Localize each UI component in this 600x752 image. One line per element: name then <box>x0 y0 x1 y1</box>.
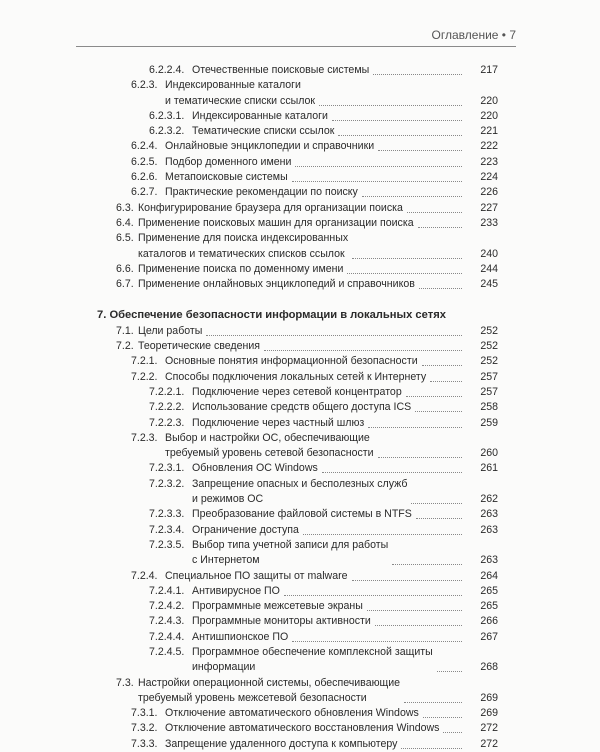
toc-entry <box>0 477 600 508</box>
toc-entry-line: Специальное ПО защиты от malware <box>165 569 348 582</box>
toc-entry-line: и тематические списки ссылок <box>165 94 316 107</box>
toc-entry-title <box>165 370 426 385</box>
toc-entry <box>0 461 600 476</box>
toc-entry-title <box>138 216 414 231</box>
toc-entry-number: 7.2.1. <box>131 355 158 368</box>
toc-entry-line: Отечественные поисковые системы <box>192 64 370 76</box>
toc-entry-line: Настройки операционной системы, обеспечивающие <box>138 676 401 689</box>
table-of-contents <box>0 63 600 752</box>
toc-entry-line: Отключение автоматического восстановления Windows <box>165 722 440 735</box>
leader-dots <box>352 258 462 259</box>
toc-entry-title <box>138 339 260 354</box>
toc-entry-title <box>138 277 415 292</box>
leader-dots <box>362 196 462 197</box>
toc-entry <box>0 78 600 109</box>
toc-entry-title <box>165 569 348 584</box>
toc-entry-page: 227 <box>480 201 498 214</box>
toc-entry-title <box>165 721 439 736</box>
toc-entry-number: 6.2.2.4. <box>149 64 185 76</box>
toc-entry-number: 6.6. <box>116 262 134 275</box>
toc-entry-line: Запрещение удаленного доступа к компьютеру <box>165 737 398 750</box>
leader-dots <box>206 335 462 336</box>
toc-entry-title <box>165 139 374 154</box>
toc-entry-number: 7.2.3. <box>131 431 158 444</box>
toc-entry-number: 6.2.3.2. <box>149 125 185 138</box>
leader-dots <box>423 717 462 718</box>
toc-entry-title <box>192 584 280 599</box>
toc-entry-title <box>165 354 418 369</box>
leader-dots <box>415 411 462 412</box>
leader-dots <box>367 610 462 611</box>
toc-entry <box>0 706 600 721</box>
toc-entry-title <box>192 385 402 400</box>
toc-entry-number: 7.2.3.2. <box>149 477 185 490</box>
toc-entry <box>0 155 600 170</box>
toc-entry-title <box>192 124 334 139</box>
toc-entry-number: 6.3. <box>116 201 134 214</box>
toc-entry-line: Применение поисковых машин для организации поиска <box>138 216 414 229</box>
toc-entry <box>0 569 600 584</box>
toc-entry-line: и режимов ОС <box>192 493 264 506</box>
leader-dots <box>292 181 462 182</box>
toc-entry-title <box>138 201 403 216</box>
toc-entry <box>0 262 600 277</box>
toc-entry-number: 7.2.2.1. <box>149 385 185 398</box>
leader-dots <box>418 227 462 228</box>
toc-entry-page: 269 <box>480 691 498 704</box>
leader-dots <box>284 595 462 596</box>
toc-entry-page: 263 <box>480 523 498 536</box>
toc-entry <box>0 676 600 707</box>
toc-entry-page: 260 <box>480 447 498 460</box>
toc-entry-page: 263 <box>480 508 498 521</box>
leader-dots <box>378 457 462 458</box>
toc-entry-line: Антивирусное ПО <box>192 584 280 597</box>
toc-entry-number: 6.4. <box>116 216 134 229</box>
toc-entry-number: 7.2.4.4. <box>149 630 185 643</box>
toc-entry <box>0 385 600 400</box>
leader-dots <box>332 120 462 121</box>
toc-entry-number: 6.5. <box>116 232 134 245</box>
toc-entry-page: 226 <box>480 186 498 199</box>
toc-entry-number: 7.2.4. <box>131 569 158 582</box>
toc-entry <box>0 523 600 538</box>
toc-entry-page: 217 <box>480 64 498 76</box>
toc-entry-number: 7.2.3.3. <box>149 508 185 521</box>
toc-entry-page: 267 <box>480 630 498 643</box>
toc-entry-line: Тематические списки ссылок <box>192 125 335 138</box>
toc-entry <box>0 721 600 736</box>
leader-dots <box>437 671 462 672</box>
toc-entry <box>0 645 600 676</box>
toc-entry-title <box>192 645 433 676</box>
toc-entry-title <box>165 78 315 109</box>
toc-entry <box>0 124 600 139</box>
toc-entry-line: Онлайновые энциклопедии и справочники <box>165 140 375 153</box>
leader-dots <box>419 288 462 289</box>
toc-entry-page: 262 <box>480 493 498 506</box>
toc-entry-page: 263 <box>480 554 498 567</box>
toc-entry-line: Применение для поиска индексированных <box>138 232 349 245</box>
toc-entry-line: Запрещение опасных и бесполезных служб <box>192 477 408 490</box>
toc-entry-line: Выбор типа учетной записи для работы <box>192 538 389 551</box>
toc-entry-page: 272 <box>480 722 498 735</box>
toc-entry <box>0 324 600 339</box>
toc-entry-line: информации <box>192 661 256 674</box>
toc-entry-title <box>192 523 299 538</box>
toc-entry <box>0 231 600 262</box>
leader-dots <box>347 273 462 274</box>
toc-entry-number: 7.3.2. <box>131 722 158 735</box>
toc-entry-line: Применение онлайновых энциклопедий и справочников <box>138 278 415 291</box>
toc-entry-line: Подключение через сетевой концентратор <box>192 385 402 398</box>
toc-entry-page: 245 <box>480 278 498 291</box>
toc-entry-page: 223 <box>480 155 498 168</box>
toc-entry-line: Теоретические сведения <box>138 340 260 353</box>
toc-entry-line: Антишпионское ПО <box>192 630 289 643</box>
toc-entry-line: Ограничение доступа <box>192 523 299 536</box>
toc-entry-line: Индексированные каталоги <box>165 79 301 92</box>
toc-entry <box>0 109 600 124</box>
leader-dots <box>407 212 462 213</box>
toc-entry-page: 240 <box>480 247 498 260</box>
leader-dots <box>368 427 462 428</box>
toc-entry <box>0 431 600 462</box>
toc-entry <box>0 507 600 522</box>
toc-entry <box>0 354 600 369</box>
toc-entry <box>0 614 600 629</box>
leader-dots <box>406 396 462 397</box>
toc-entry <box>0 538 600 569</box>
toc-entry-title <box>192 400 411 415</box>
toc-entry-line: с Интернетом <box>192 554 260 567</box>
leader-dots <box>295 166 462 167</box>
toc-entry-line: Программные межсетевые экраны <box>192 600 363 613</box>
toc-entry-page: 222 <box>480 140 498 153</box>
toc-entry-number: 7.2.2. <box>131 370 158 383</box>
toc-entry-title <box>138 676 400 707</box>
toc-entry <box>0 416 600 431</box>
leader-dots <box>292 641 462 642</box>
toc-entry-line: Подбор доменного имени <box>165 155 292 168</box>
toc-entry-page: 220 <box>480 94 498 107</box>
leader-dots <box>378 150 462 151</box>
toc-entry-page: 224 <box>480 171 498 184</box>
leader-dots <box>443 732 462 733</box>
toc-entry-title <box>192 507 412 522</box>
toc-entry-page: 265 <box>480 600 498 613</box>
toc-entry-page: 261 <box>480 462 498 475</box>
toc-entry <box>0 400 600 415</box>
toc-entry-line: требуемый уровень межсетевой безопасности <box>138 691 367 704</box>
toc-entry-number: 7.2. <box>116 340 134 353</box>
toc-entry-number: 7.2.2.3. <box>149 416 185 429</box>
leader-dots <box>373 74 462 75</box>
toc-entry-line: Практические рекомендации по поиску <box>165 186 358 199</box>
toc-entry-number: 6.2.5. <box>131 155 158 168</box>
leader-dots <box>416 518 462 519</box>
toc-entry-line: Индексированные каталоги <box>192 109 328 122</box>
toc-entry-line: Преобразование файловой системы в NTFS <box>192 508 412 521</box>
leader-dots <box>430 381 462 382</box>
toc-entry-number: 6.2.3. <box>131 79 158 92</box>
toc-entry <box>0 630 600 645</box>
toc-entry <box>0 170 600 185</box>
leader-dots <box>392 564 462 565</box>
toc-entry-page: 259 <box>480 416 498 429</box>
leader-dots <box>404 702 462 703</box>
toc-entry-number: 7.3.1. <box>131 707 158 720</box>
toc-entry-line: Программное обеспечение комплексной защиты <box>192 645 433 658</box>
toc-entry-page: 220 <box>480 109 498 122</box>
toc-entry-number: 6.2.3.1. <box>149 109 185 122</box>
toc-entry-page: 252 <box>480 355 498 368</box>
leader-dots <box>319 105 462 106</box>
toc-entry-line: Конфигурирование браузера для организации поиска <box>138 201 403 214</box>
leader-dots <box>352 580 462 581</box>
toc-entry <box>0 584 600 599</box>
toc-entry-page: 252 <box>480 340 498 353</box>
toc-entry-title <box>138 262 343 277</box>
toc-entry <box>0 339 600 354</box>
leader-dots <box>422 365 462 366</box>
leader-dots <box>264 350 462 351</box>
toc-entry-number: 7.2.4.2. <box>149 600 185 613</box>
toc-entry-page: 244 <box>480 262 498 275</box>
toc-entry-page: 258 <box>480 401 498 414</box>
toc-entry-number: 6.7. <box>116 278 134 291</box>
toc-entry-title <box>165 170 288 185</box>
toc-entry-page: 266 <box>480 615 498 628</box>
leader-dots <box>375 625 462 626</box>
leader-dots <box>322 472 462 473</box>
toc-entry-title <box>192 614 371 629</box>
toc-entry-number: 7.2.3.5. <box>149 538 185 551</box>
toc-entry-line: Использование средств общего доступа ICS <box>192 401 412 414</box>
toc-entry-title <box>192 461 318 476</box>
toc-entry-line: Выбор и настройки ОС, обеспечивающие <box>165 431 370 444</box>
toc-entry-line: Основные понятия информационной безопасности <box>165 355 418 368</box>
toc-entry-number: 7.1. <box>116 324 134 337</box>
toc-entry <box>0 139 600 154</box>
toc-entry-number: 6.2.4. <box>131 140 158 153</box>
toc-entry <box>0 63 600 78</box>
toc-entry-line: Цели работы <box>138 324 203 337</box>
toc-entry-title <box>192 109 328 124</box>
toc-entry-title <box>192 630 288 645</box>
toc-entry-line: Отключение автоматического обновления Windows <box>165 707 419 720</box>
toc-entry-page: 252 <box>480 324 498 337</box>
toc-entry-number: 7.3. <box>116 676 134 689</box>
toc-entry-number: 7.2.3.1. <box>149 462 185 475</box>
toc-entry-title <box>192 63 369 78</box>
toc-entry-line: Программные мониторы активности <box>192 615 371 628</box>
toc-entry-line: каталогов и тематических списков ссылок <box>138 247 345 260</box>
toc-entry-number: 6.2.7. <box>131 186 158 199</box>
toc-entry-page: 268 <box>480 661 498 674</box>
toc-entry-number: 7.2.4.1. <box>149 584 185 597</box>
leader-dots <box>401 748 462 749</box>
toc-entry-page: 272 <box>480 737 498 750</box>
toc-entry-number: 6.2.6. <box>131 171 158 184</box>
toc-entry-line: Способы подключения локальных сетей к Интернету <box>165 370 427 383</box>
toc-entry-title <box>138 231 348 262</box>
toc-entry-title <box>165 431 374 462</box>
toc-entry-line: Обновления ОС Windows <box>192 462 318 475</box>
chapter-heading: 7. Обеспечение безопасности информации в локальных сетях <box>97 309 446 322</box>
toc-entry-title <box>192 599 363 614</box>
toc-entry-number: 7.3.3. <box>131 737 158 750</box>
toc-entry <box>0 599 600 614</box>
toc-entry-title <box>192 416 364 431</box>
toc-entry-title <box>165 185 358 200</box>
toc-entry-number: 7.2.4.3. <box>149 615 185 628</box>
toc-entry-page: 221 <box>480 125 498 138</box>
toc-entry <box>0 370 600 385</box>
toc-entry-page: 264 <box>480 569 498 582</box>
toc-entry-number: 7.2.2.2. <box>149 401 185 414</box>
toc-entry-line: Применение поиска по доменному имени <box>138 262 344 275</box>
toc-entry <box>0 216 600 231</box>
toc-entry-title <box>192 538 388 569</box>
toc-entry-title <box>165 706 419 721</box>
toc-entry-page: 257 <box>480 370 498 383</box>
toc-entry-title <box>165 155 291 170</box>
toc-entry-number: 7.2.3.4. <box>149 523 185 536</box>
toc-entry-number: 7.2.4.5. <box>149 645 185 658</box>
toc-entry-page: 257 <box>480 385 498 398</box>
running-header: Оглавление • 7 <box>76 24 516 47</box>
leader-dots <box>303 534 462 535</box>
toc-entry-title <box>138 324 202 339</box>
toc-entry-line: Подключение через частный шлюз <box>192 416 365 429</box>
leader-dots <box>338 135 462 136</box>
toc-entry <box>0 277 600 292</box>
toc-entry-line: Метапоисковые системы <box>165 171 288 184</box>
toc-entry-page: 269 <box>480 707 498 720</box>
leader-dots <box>411 503 462 504</box>
toc-entry <box>0 185 600 200</box>
toc-entry-page: 265 <box>480 584 498 597</box>
toc-entry-page: 233 <box>480 216 498 229</box>
toc-entry-title <box>192 477 407 508</box>
toc-entry <box>0 201 600 216</box>
toc-entry-line: требуемый уровень сетевой безопасности <box>165 447 374 460</box>
